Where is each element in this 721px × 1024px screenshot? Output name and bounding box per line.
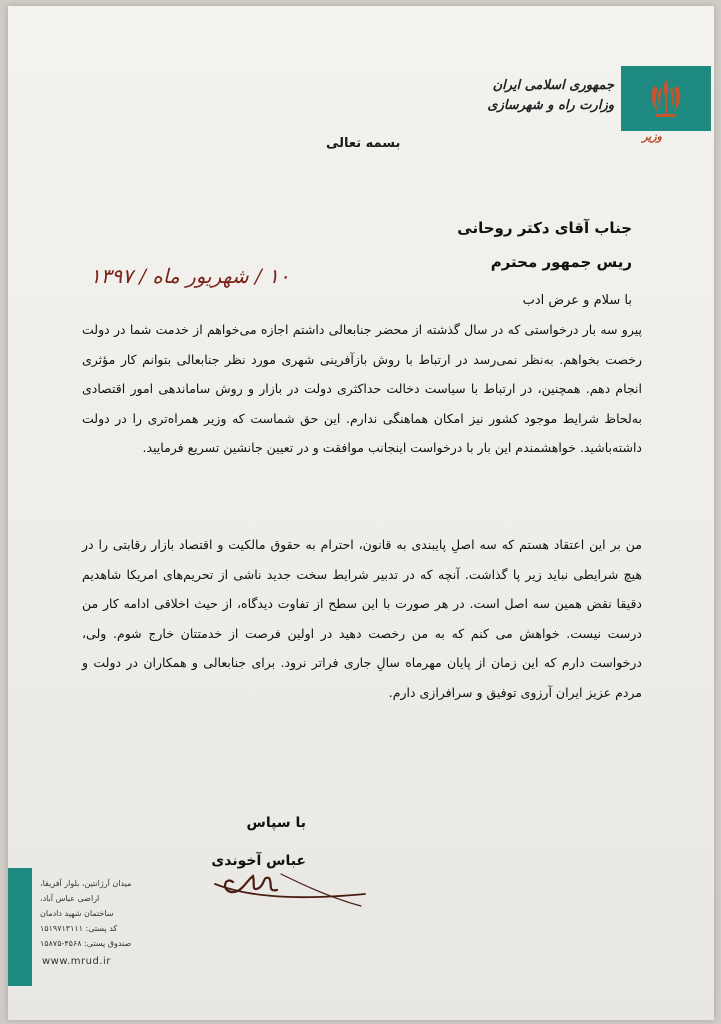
handwritten-date: ۱۰ / شهریور ماه / ۱۳۹۷ xyxy=(90,264,290,288)
handwritten-signature xyxy=(211,854,371,909)
recipient-name: جناب آقای دکتر روحانی xyxy=(457,219,632,237)
emblem-panel xyxy=(621,66,711,131)
website-link[interactable]: www.mrud.ir xyxy=(42,956,111,967)
footer-accent-bar xyxy=(8,868,32,986)
iran-emblem-icon xyxy=(646,76,686,122)
basmala-heading: بسمه تعالی xyxy=(326,136,401,151)
ministry-line-2: وزارت راه و شهرسازی xyxy=(487,98,614,113)
signatory-name: عباس آخوندی xyxy=(211,853,306,869)
minister-label: وزیر xyxy=(642,130,662,143)
recipient-block xyxy=(457,211,632,279)
body-paragraph-1: پیرو سه بار درخواستی که در سال گذشته از محضر جنابعالی داشتم اجازه می‌خواهم از خدمت شما در دولت رخصت بخواهم. به‌نظر نمی‌رسد در ارتباط با روش بازآفرینی شهری مورد نظر جنابعالی بتوانم کار مؤثری انجام دهم. همچنین، در ارتباط با سیاست دخالت حداکثری دولت در بازار و روش ساماندهی امور اقتصادی به‌لحاظ شرایط موجود کشور نیز امکان هماهنگی ندارم. این حق شماست که وزیر همراه‌تری را در دولت داشته‌باشید. خواهشمندم این بار با درخواست اینجانب موافقت و در تعیین جانشین تسریع فرمایید. xyxy=(82,322,642,455)
closing-thanks: با سپاس xyxy=(246,815,306,831)
ministry-title xyxy=(487,76,614,116)
letter-sheet xyxy=(8,6,714,1020)
address-line: ساختمان شهید دادمان xyxy=(40,909,114,918)
address-line: کد پستی: ۱۵۱۹۷۱۳۱۱۱ xyxy=(40,924,118,933)
address-line: اراضی عباس آباد، xyxy=(40,894,100,903)
address-line: صندوق پستی: ۴۵۶۸-۱۵۸۷۵ xyxy=(40,939,132,948)
body-paragraph-2: من بر این اعتقاد هستم که سه اصلِ پایبندی به قانون، احترام به حقوق مالکیت و اقتصاد بازار رقابتی را در هیچ شرایطی نباید زیر پا گذاشت. آنچه که در تدبیر شرایط سخت جدید ناشی از تحریم‌های امریکا شاهدیم دقیقا نقض همین سه اصل است. در هر صورت با این سطح از تفاوت دیدگاه، از حیث اخلاقی ادامه کار من درست نیست. خواهش می کنم که به من رخصت دهید در اولین فرصت از خدمتتان خارج شوم. ولی، درخواست دارم که این زمان از پایان مهرماه سالِ جاری فراتر نرود. برای جنابعالی و همکاران در دولت و مردم عزیز ایران آرزوی توفیق و سرافرازی دارم. xyxy=(82,537,642,700)
recipient-title: ریس جمهور محترم xyxy=(490,253,632,271)
footer-address xyxy=(40,876,170,951)
address-line: میدان آرژانتین، بلوار آفریقا، xyxy=(40,879,132,888)
ministry-line-1: جمهوری اسلامی ایران xyxy=(492,78,614,93)
salutation: با سلام و عرض ادب xyxy=(522,293,632,308)
